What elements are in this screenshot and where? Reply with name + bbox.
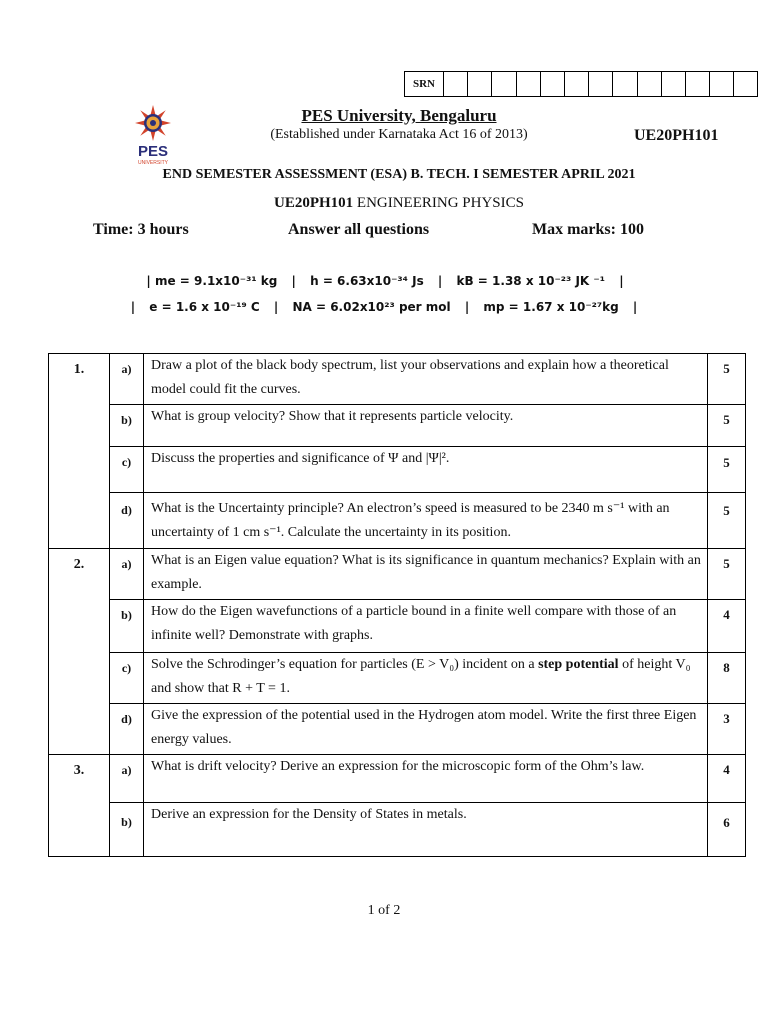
logo-text: PES [137,143,169,160]
question-marks: 3 [708,704,746,755]
table-row [49,803,746,857]
question-marks: 6 [708,803,746,857]
max-marks: Max marks: 100 [532,221,644,238]
question-part: a) [110,549,144,600]
srn-cell[interactable] [734,72,757,96]
constants-row-1 [0,274,768,288]
established-line: (Established under Karnataka Act 16 of 2013) [270,127,528,142]
question-marks: 5 [708,354,746,405]
question-part: c) [110,653,144,704]
question-marks: 4 [708,600,746,653]
srn-cell[interactable] [444,72,468,96]
question-text: What is group velocity? Show that it represents particle velocity. [144,405,708,447]
separator: | [130,300,136,314]
course-code: UE20PH101 [634,127,719,144]
constant-proton-mass: mp = 1.67 x 10⁻²⁷kg [483,300,619,314]
srn-cell[interactable] [613,72,637,96]
srn-cell[interactable] [589,72,613,96]
course-line [0,195,768,212]
srn-box [404,71,758,97]
question-text: Discuss the properties and significance of Ψ and |Ψ|². [144,447,708,493]
table-row [49,653,746,704]
question-number: 3. [49,755,110,803]
separator: | [273,300,279,314]
constant-avogadro: NA = 6.02x10²³ per mol [292,300,451,314]
separator: | [291,274,296,288]
question-marks: 5 [708,447,746,493]
question-part: a) [110,354,144,405]
table-row [49,493,746,549]
question-part: b) [110,803,144,857]
constants-row-2 [0,300,768,314]
logo-subtext: UNIVERSITY [137,160,169,166]
table-row [49,600,746,653]
srn-cell[interactable] [686,72,710,96]
question-text: Derive an expression for the Density of States in metals. [144,803,708,857]
question-number: 1. [49,354,110,405]
question-number [49,405,110,447]
question-number: 2. [49,549,110,600]
separator: | [437,274,443,288]
table-row [49,354,746,405]
separator: | [632,300,638,314]
question-number [49,447,110,493]
question-text-emphasis: step potential [538,657,619,672]
separator: | [619,274,624,288]
question-part: a) [110,755,144,803]
constant-electron-mass: | me = 9.1x10⁻³¹ kg [146,274,278,288]
course-name: ENGINEERING PHYSICS [353,195,524,211]
question-text: What is the Uncertainty principle? An electron’s speed is measured to be 2340 m s⁻¹ with an uncertainty of 1 cm s⁻¹. Calculate the uncertainty in its position. [144,493,708,549]
question-number [49,493,110,549]
srn-label: SRN [405,72,444,96]
srn-cell[interactable] [638,72,662,96]
question-text: What is an Eigen value equation? What is its significance in quantum mechanics? Explain with an example. [144,549,708,600]
constant-electron-charge: e = 1.6 x 10⁻¹⁹ C [149,300,260,314]
table-row [49,755,746,803]
page-number: 1 of 2 [367,903,401,918]
srn-cell[interactable] [710,72,734,96]
instructions: Answer all questions [288,221,430,238]
questions-table [48,353,746,857]
table-row [49,405,746,447]
constant-planck: h = 6.63x10⁻³⁴ Js [310,274,424,288]
question-text: How do the Eigen wavefunctions of a particle bound in a finite well compare with those of an infinite well? Demonstrate with graphs. [144,600,708,653]
university-title [0,106,768,126]
question-number [49,653,110,704]
table-row [49,704,746,755]
question-number [49,600,110,653]
table-row [49,549,746,600]
question-part: d) [110,493,144,549]
separator: | [464,300,470,314]
table-row [49,447,746,493]
question-marks: 5 [708,493,746,549]
question-marks: 8 [708,653,746,704]
exam-time: Time: 3 hours [93,221,189,238]
question-number [49,803,110,857]
question-part: d) [110,704,144,755]
exam-title: END SEMESTER ASSESSMENT (ESA) B. TECH. I SEMESTER APRIL 2021 [162,167,636,182]
question-text: Draw a plot of the black body spectrum, list your observations and explain how a theoretical model could fit the curves. [144,354,708,405]
question-number [49,704,110,755]
question-text: Give the expression of the potential used in the Hydrogen atom model. Write the first three Eigen energy values. [144,704,708,755]
srn-cell[interactable] [492,72,516,96]
question-text [144,653,708,704]
question-part: b) [110,405,144,447]
srn-cell[interactable] [565,72,589,96]
srn-cell[interactable] [662,72,686,96]
question-marks: 5 [708,549,746,600]
university-name: PES University, Bengaluru [301,106,497,125]
question-part: b) [110,600,144,653]
question-text-segment: of height V₀ and show that R + T = 1. [151,657,691,696]
constant-boltzmann: kB = 1.38 x 10⁻²³ JK ⁻¹ [456,274,605,288]
srn-cell[interactable] [541,72,565,96]
question-text-segment: Solve the Schrodinger’s equation for particles (E > V₀) incident on a [151,657,539,672]
srn-cell[interactable] [468,72,492,96]
srn-cell[interactable] [517,72,541,96]
course-code-inline: UE20PH101 [273,195,354,211]
question-marks: 4 [708,755,746,803]
question-part: c) [110,447,144,493]
question-text: What is drift velocity? Derive an expression for the microscopic form of the Ohm’s law. [144,755,708,803]
question-marks: 5 [708,405,746,447]
